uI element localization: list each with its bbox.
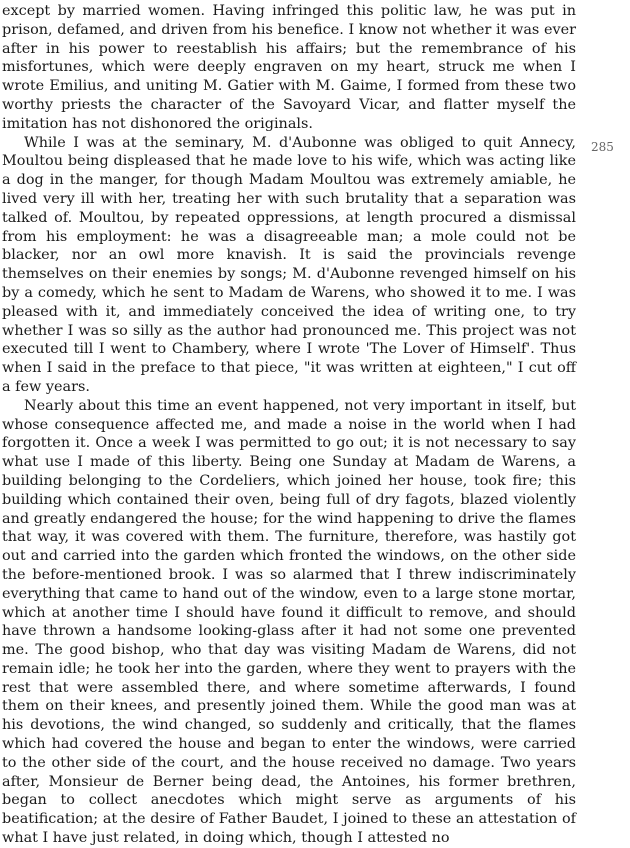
page-number: 285 <box>591 140 614 154</box>
paragraph-fire: Nearly about this time an event happened, not very important in itself, but whose consequence affected me, and made a noise in the world when I had forgotten it. Once a week I was permitted to go out; it is not necessary to say what use I made of this liberty. Being one Sunday at Madam de Warens, a building belonging to the Cordeliers, which joined her house, took fire; this building which contained their oven, being full of dry fagots, blazed violently and greatly endangered the house; for the wind happening to drive the flames that way, it was covered with them. The furniture, therefore, was hastily got out and carried into the garden which fronted the windows, on the other side the before-mentioned brook. I was so alarmed that I threw indiscriminately everything that came to hand out of the window, even to a large stone mortar, which at another time I should have found it difficult to remove, and should have thrown a handsome looking-glass after it had not some one prevented me. The good bishop, who that day was visiting Madam de Warens, did not remain idle; he took her into the garden, where they went to prayers with the rest that were assembled there, and where sometime afterwards, I found them on their knees, and presently joined them. While the good man was at his devotions, the wind changed, so suddenly and critically, that the flames which had covered the house and began to enter the windows, were carried to the other side of the court, and the house received no damage. Two years after, Monsieur de Berner being dead, the Antoines, his former brethren, began to collect anecdotes which might serve as arguments of his beatification; at the desire of Father Baudet, I joined to these an attestation of what I have just related, in doing which, though I attested no <box>2 397 576 847</box>
body-text <box>2 2 576 848</box>
paragraph-continuation: except by married women. Having infringed this politic law, he was put in prison, defamed, and driven from his benefice. I know not whether it was ever after in his power to reestablish his affairs; but the remembrance of his misfortunes, which were deeply engraven on my heart, struck me when I wrote Emilius, and uniting M. Gatier with M. Gaime, I formed from these two worthy priests the character of the Savoyard Vicar, and flatter myself the imitation has not dishonored the originals. <box>2 3 576 132</box>
paragraph-seminary: While I was at the seminary, M. d'Aubonne was obliged to quit Annecy, Moultou being displeased that he made love to his wife, which was acting like a dog in the manger, for though Madam Moultou was extremely amiable, he lived very ill with her, treating her with such brutality that a separation was talked of. Moultou, by repeated oppressions, at length procured a dismissal from his employment: he was a disagreeable man; a mole could not be blacker, nor an owl more knavish. It is said the provincials revenge themselves on their enemies by songs; M. d'Aubonne revenged himself on his by a comedy, which he sent to Madam de Warens, who showed it to me. I was pleased with it, and immediately conceived the idea of writing one, to try whether I was so silly as the author had pronounced me. This project was not executed till I went to Chambery, where I wrote 'The Lover of Himself'. Thus when I said in the preface to that piece, "it was written at eighteen," I cut off a few years. <box>2 134 576 395</box>
